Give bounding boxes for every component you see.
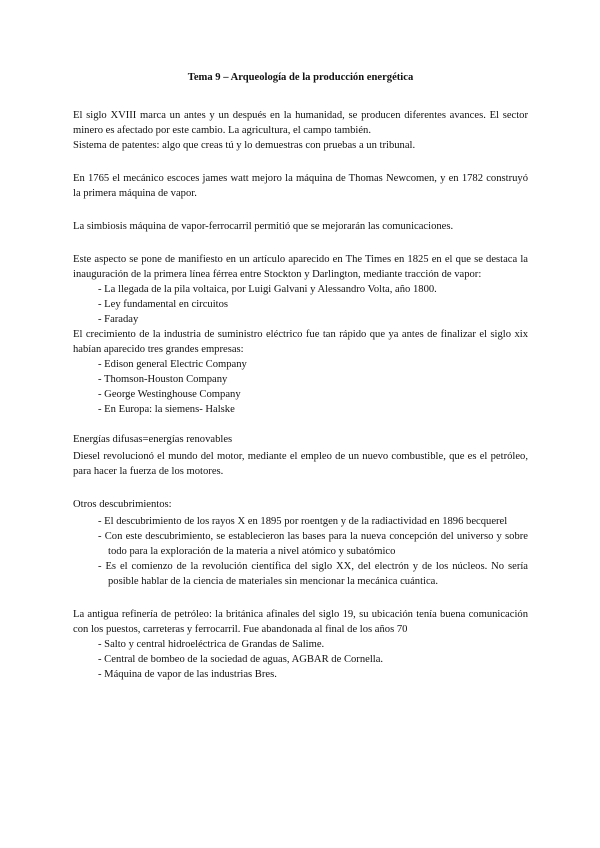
list-item: - Thomson-Houston Company	[98, 374, 228, 385]
otros-heading: Otros descubrimientos:	[73, 499, 172, 510]
list-item: - En Europa: la siemens- Halske	[98, 404, 235, 415]
list-item: - El descubrimiento de los rayos X en 1895 por roentgen y de la radiactividad en 1896 becquerel	[98, 516, 508, 527]
spacer	[73, 589, 528, 607]
spacer	[73, 153, 528, 171]
list-item: - George Westinghouse Company	[98, 389, 241, 400]
list-item: - Con este descubrimiento, se establecieron las bases para la nueva concepción del universo y sobre todo para la exploración de la materia a nivel atómico y subatómico	[98, 531, 528, 557]
list-item: - Edison general Electric Company	[98, 359, 247, 370]
list-item: - Central de bombeo de la sociedad de aguas, AGBAR de Cornella.	[98, 654, 384, 665]
document-body	[73, 70, 528, 682]
sites-list	[73, 637, 528, 682]
watt-paragraph: En 1765 el mecánico escoces james watt mejoro la máquina de Thomas Newcomen, y en 1782 construyó la primera máquina de vapor.	[73, 173, 528, 199]
spacer	[73, 479, 528, 497]
list-item: - Ley fundamental en circuitos	[98, 299, 229, 310]
discoveries-list	[73, 514, 528, 589]
spacer	[73, 234, 528, 252]
page-title: Tema 9 – Arqueología de la producción energética	[187, 72, 414, 83]
list-item: - Es el comienzo de la revolución científica del siglo XX, del electrón y de los núcleos. No sería posible hablar de la ciencia de materiales sin mencionar la mecánica cuántica.	[98, 561, 528, 587]
industria-paragraph: El crecimiento de la industria de suministro eléctrico fue tan rápido que ya antes de finalizar el siglo xix habían aparecido tres grandes empresas:	[73, 329, 528, 355]
patentes-paragraph: Sistema de patentes: algo que creas tú y lo demuestras con pruebas a un tribunal.	[73, 140, 416, 151]
spacer	[73, 201, 528, 219]
times-paragraph: Este aspecto se pone de manifiesto en un artículo aparecido en The Times en 1825 en el que se destaca la inauguración de la primera línea férrea entre Stockton y Darlington, mediante tracción de vapor:	[73, 254, 528, 280]
electricity-list	[73, 282, 528, 327]
intro-paragraph: El siglo XVIII marca un antes y un después en la humanidad, se producen diferentes avances. El sector minero es afectado por este cambio. La agricultura, el campo también.	[73, 110, 528, 136]
list-item: - La llegada de la pila voltaica, por Luigi Galvani y Alessandro Volta, año 1800.	[98, 284, 437, 295]
companies-list	[73, 357, 528, 417]
list-item: - Salto y central hidroeléctrica de Grandas de Salime.	[98, 639, 325, 650]
list-item: - Faraday	[98, 314, 139, 325]
simbiosis-paragraph: La simbiosis máquina de vapor-ferrocarril permitió que se mejorarán las comunicaciones.	[73, 221, 454, 232]
diesel-paragraph: Diesel revolucionó el mundo del motor, mediante el empleo de un nuevo combustible, que es el petróleo, para hacer la fuerza de los motores.	[73, 451, 528, 477]
energias-heading: Energías difusas=energías renovables	[73, 434, 233, 445]
refineria-paragraph: La antigua refinería de petróleo: la británica afinales del siglo 19, su ubicación tenía buena comunicación con los puestos, carreteras y ferrocarril. Fue abandonada al final de los años 70	[73, 609, 528, 635]
spacer	[73, 417, 528, 432]
list-item: - Máquina de vapor de las industrias Bres.	[98, 669, 277, 680]
